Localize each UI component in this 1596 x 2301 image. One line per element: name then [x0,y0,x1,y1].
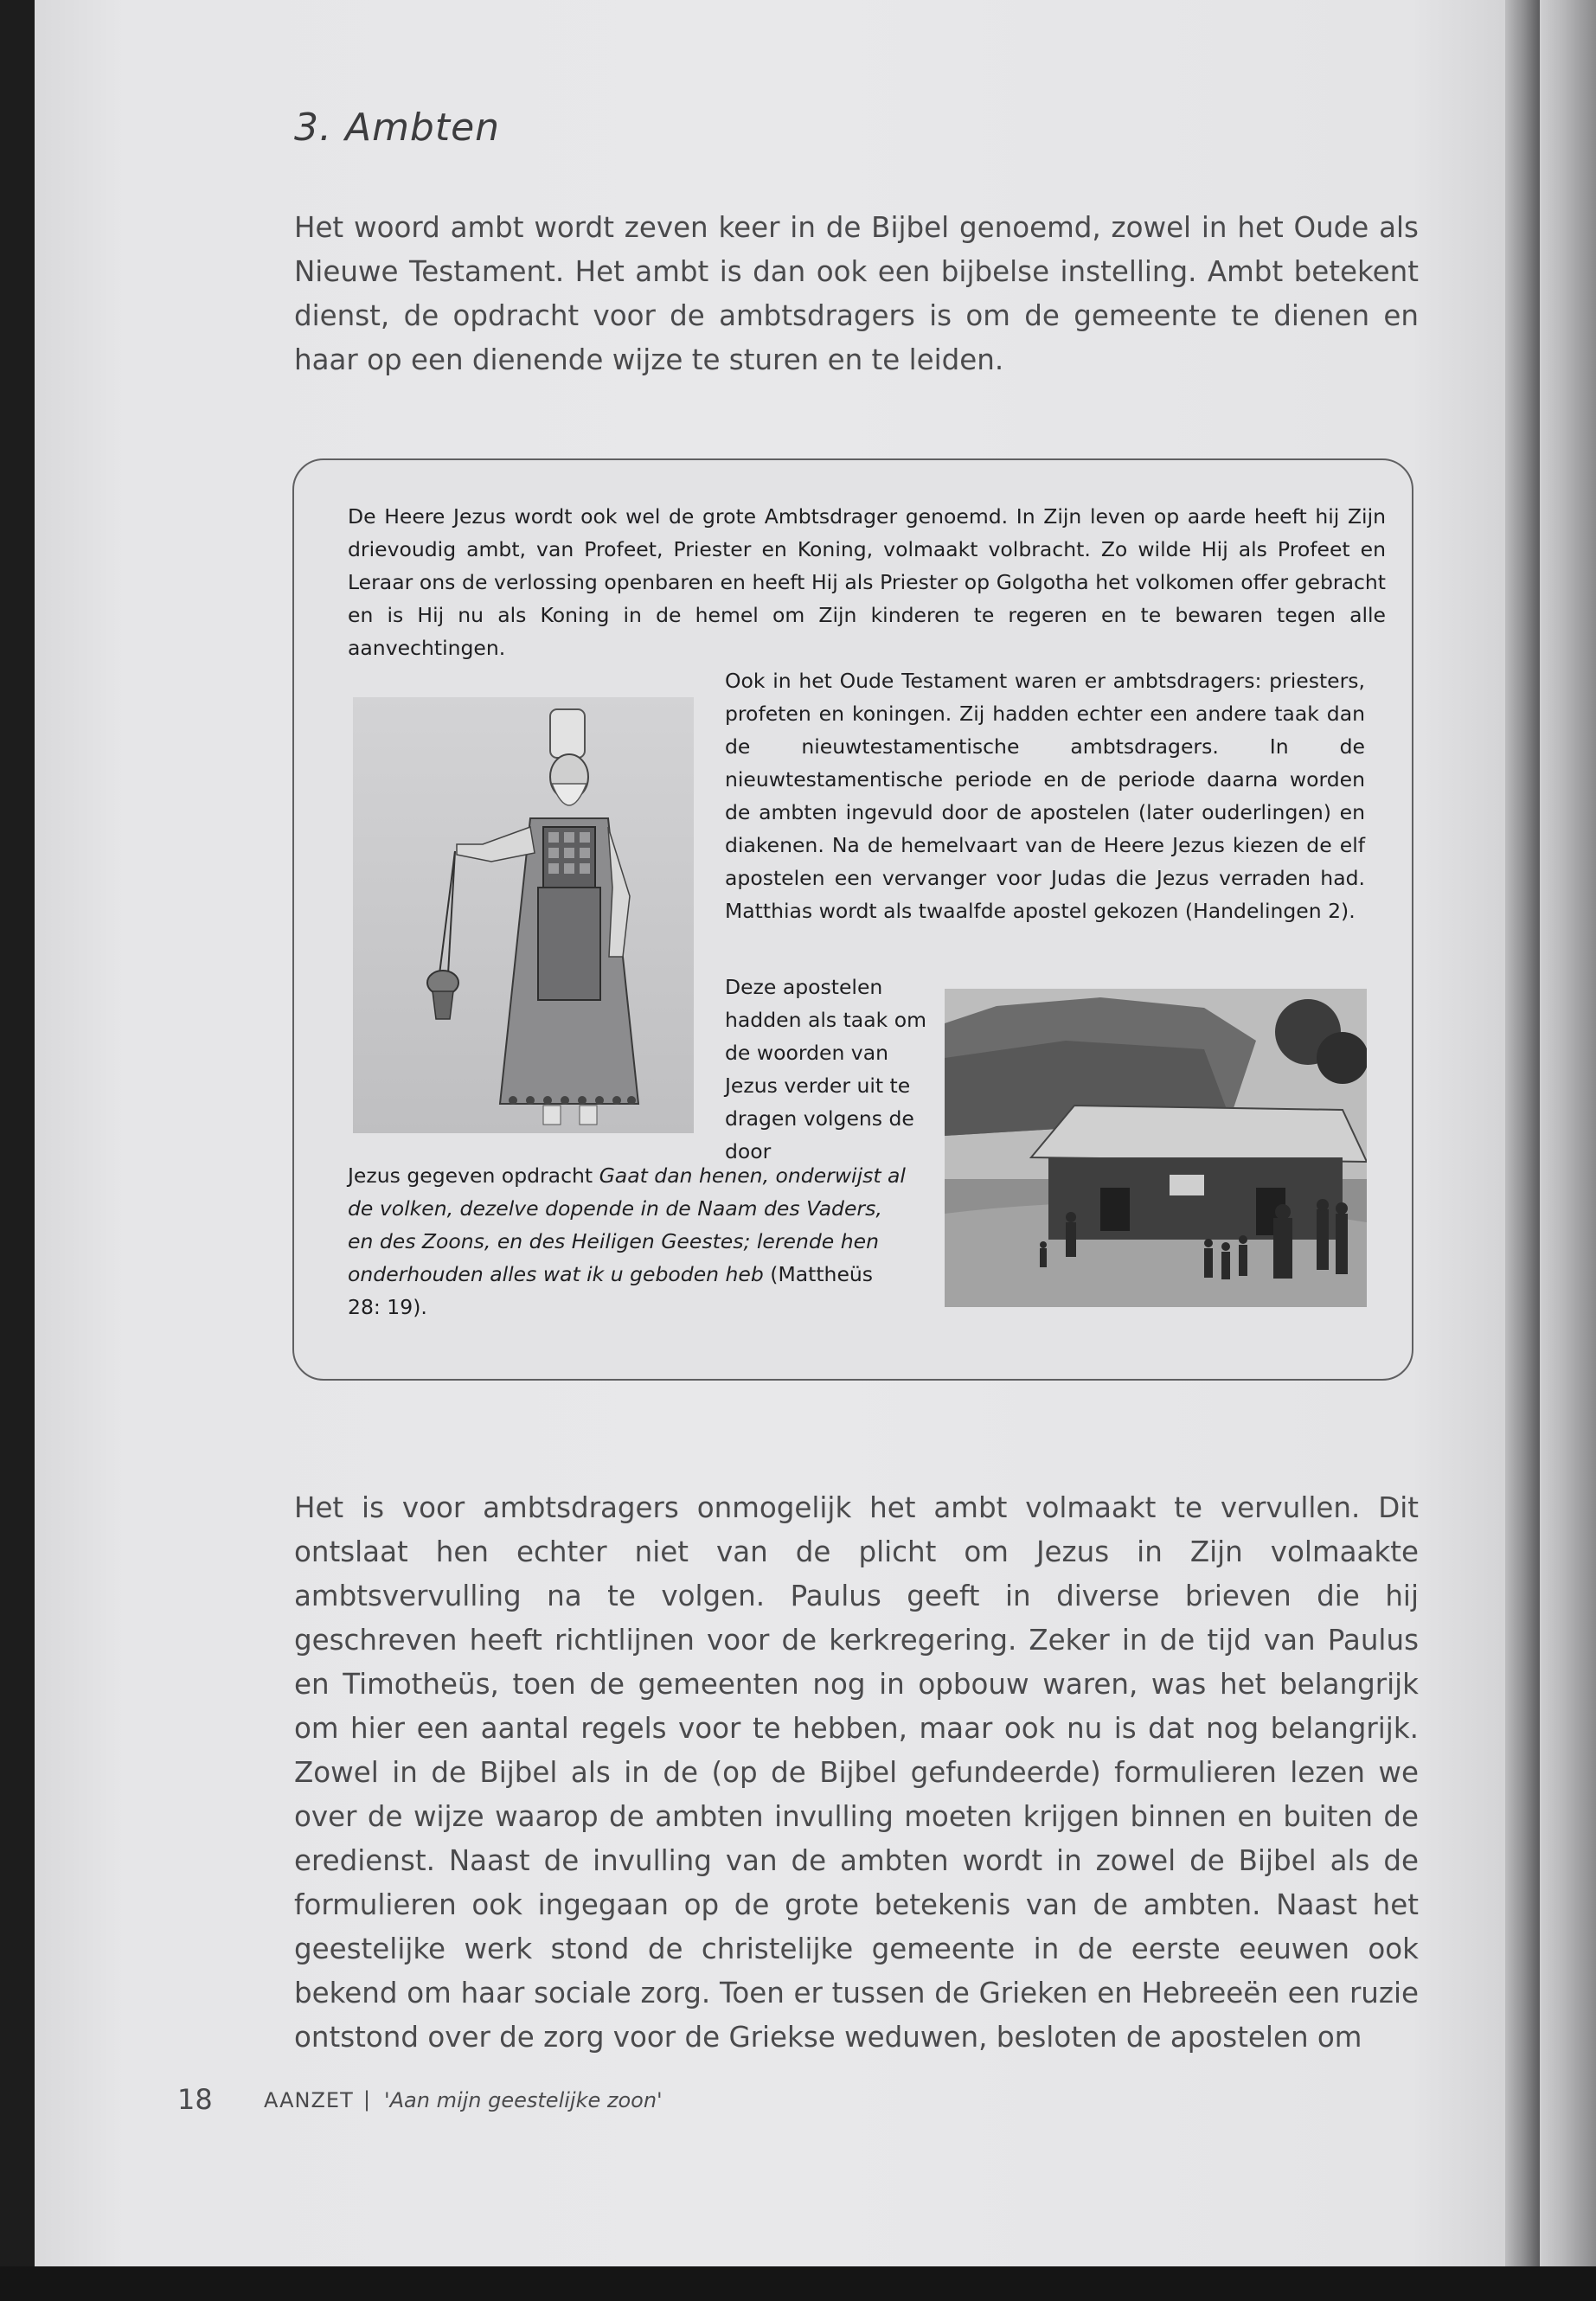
book-edge [1540,0,1596,2301]
village-church-drawing [945,989,1367,1307]
body-paragraph: Het is voor ambtsdragers onmogelijk het ambt volmaakt te vervullen. Dit ontslaat hen echter niet van de plicht om Jezus in Zijn volmaakte ambtsvervulling na te volgen. Paulus geeft in diverse brieven die hij geschreven heeft richtlijnen voor de kerkregering. Zeker in de tijd van Paulus en Timotheüs, toen de gemeenten nog in opbouw waren, was het belangrijk om hier een aantal regels voor te hebben, maar ook nu is dat nog belangrijk. Zowel in de Bijbel als in de (op de Bijbel gefundeerde) formulieren lezen we over de wijze waarop de ambten invulling moeten krijgen binnen en buiten de eredienst. Naast de invulling van de ambten wordt in zowel de Bijbel als de formulieren ook ingegaan op de grote betekenis van de ambten. Naast het geestelijke werk stond de christelijke gemeente in de eerste eeuwen ook bekend om haar sociale zorg. Toen er tussen de Grieken en Hebreeën een ruzie ontstond over de zorg voor de Griekse weduwen, besloten de apostelen om [294,1491,1419,2054]
bible-quote: Gaat dan henen, onderwijst al de volken, dezelve dopende in de Naam des Vaders, en des Zoons, en des Heiligen Geestes; lerende hen onderhouden alles wat ik u geboden heb [348,1163,906,1286]
page-number: 18 [177,2083,213,2116]
bible-reference: (Mattheüs 28: 19). [348,1262,874,1319]
box-paragraph-3: Deze apostelen hadden als taak om de woorden van Jezus verder uit te dragen volgens de door [725,975,926,1163]
book-gutter [1505,0,1540,2266]
intro-paragraph: Het woord ambt wordt zeven keer in de Bijbel genoemd, zowel in het Oude als Nieuwe Testament. Het ambt is dan ook een bijbelse instelling. Ambt betekent dienst, de opdracht voor de ambtsdragers is om de gemeente te dienen en haar op een dienende wijze te sturen en te leiden. [294,211,1419,376]
high-priest-illustration [353,697,694,1133]
box-paragraph-1: De Heere Jezus wordt ook wel de grote Ambtsdrager genoemd. In Zijn leven op aarde heeft hij Zijn drievoudig ambt, van Profeet, Priester en Koning, volmaakt volbracht. Zo wilde Hij als Profeet en Leraar ons de verlossing openbaren en heeft Hij als Priester op Golgotha het volkomen offer gebracht en is Hij nu als Koning in de hemel om Zijn kinderen te regeren en te bewaren tegen alle aanvechtingen. [348,504,1386,660]
box-paragraph-4-lead: Jezus gegeven opdracht [348,1163,599,1188]
high-priest-drawing [353,697,694,1133]
scan-border [0,2266,1596,2301]
village-church-photo [945,989,1367,1307]
box-paragraph-4 [348,1159,910,1324]
footer-book-title: 'Aan mijn geestelijke zoon' [384,2088,663,2112]
footer-brand: AANZET [264,2088,354,2112]
chapter-heading: 3. Ambten [294,106,501,150]
box-paragraph-2: Ook in het Oude Testament waren er ambtsdragers: priesters, profeten en koningen. Zij hadden echter een andere taak dan de nieuwtestamentische ambtsdragers. In de nieuwtestamentische periode en de periode daarna worden de ambten ingevuld door de apostelen (later ouderlingen) en diakenen. Na de hemelvaart van de Heere Jezus kiezen de elf apostelen een vervanger voor Judas die Jezus verraden had. Matthias wordt als twaalfde apostel gekozen (Handelingen 2). [725,669,1365,923]
footer-separator: | [363,2087,371,2112]
